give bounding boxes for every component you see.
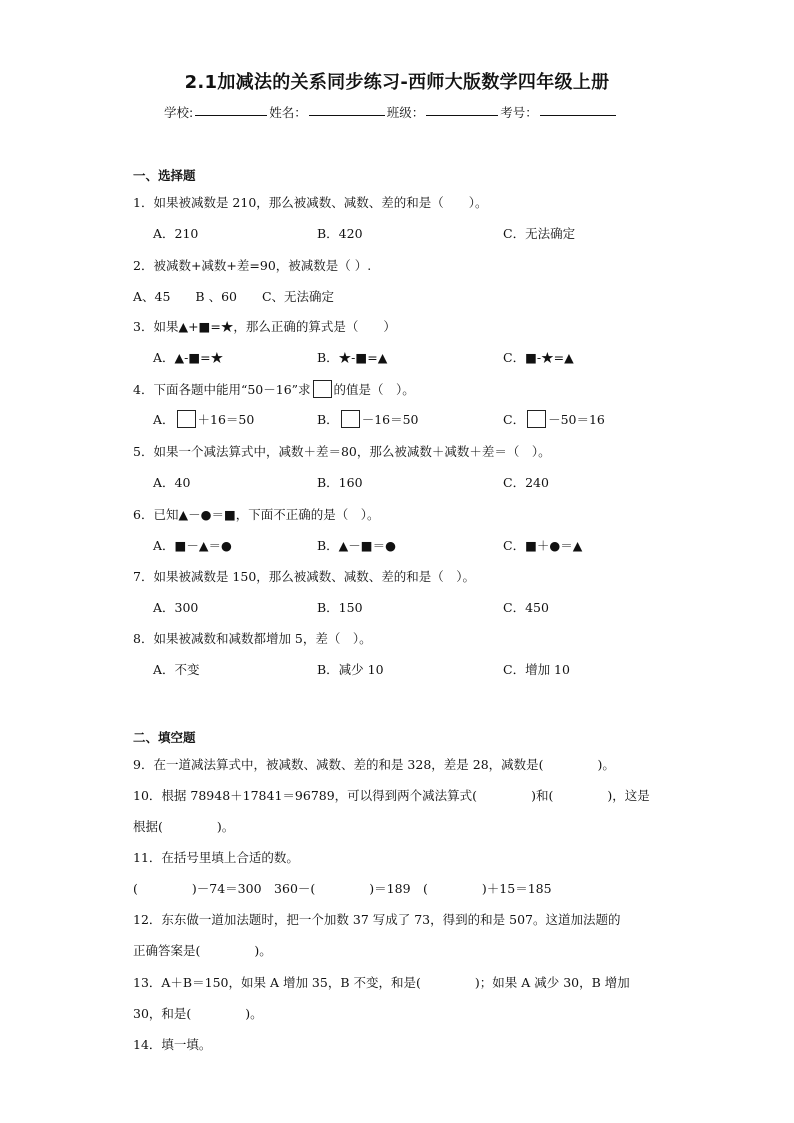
- square-box-icon: [313, 380, 332, 398]
- question-6: 6．已知▲－●＝■，下面不正确的是（ ）。: [133, 507, 380, 522]
- exam-no-label: 考号：: [500, 105, 538, 120]
- option-a[interactable]: A．■－▲＝●: [153, 538, 232, 553]
- question-12-end: )。: [254, 943, 272, 958]
- square-box-icon: [341, 410, 360, 428]
- question-10-text: 10．根据 78948＋17841＝96789，可以得到两个减法算式(: [133, 788, 478, 803]
- option-b-label: B．: [317, 412, 339, 427]
- school-blank[interactable]: [195, 103, 267, 116]
- eq-part-3: )＝189 (: [369, 881, 428, 896]
- option-c[interactable]: C．增加 10: [503, 662, 570, 677]
- question-14: 14．填一填。: [133, 1037, 212, 1052]
- class-label: 班级：: [386, 105, 425, 120]
- question-9-end: )。: [597, 757, 615, 772]
- page-title: 2.1加减法的关系同步练习-西师大版数学四年级上册: [184, 72, 610, 93]
- question-7: 7．如果被减数是 150，那么被减数、减数、差的和是（ ）。: [133, 569, 476, 584]
- student-info-row: [164, 103, 618, 121]
- school-label: 学校:: [164, 105, 194, 120]
- option-b[interactable]: B．减少 10: [317, 662, 384, 677]
- option-a[interactable]: A．40: [153, 475, 191, 490]
- option-c[interactable]: C．无法确定: [503, 226, 576, 241]
- question-4-text-a: 4．下面各题中能用“50－16”求: [133, 382, 311, 397]
- question-10-mid: )和(: [531, 788, 554, 803]
- option-c[interactable]: [503, 410, 605, 428]
- option-c[interactable]: C．240: [503, 475, 549, 490]
- question-2: 2．被减数+减数+差=90，被减数是（ ）.: [133, 258, 372, 273]
- question-11: 11．在括号里填上合适的数。: [133, 850, 299, 865]
- option-a[interactable]: A．300: [153, 600, 199, 615]
- question-4: [133, 380, 415, 398]
- question-1: 1．如果被减数是 210，那么被减数、减数、差的和是（ ）。: [133, 195, 488, 210]
- question-13-line-2: [133, 1004, 263, 1022]
- eq-part-2: )－74＝300 360－(: [191, 881, 316, 896]
- question-2-options[interactable]: A、45 B 、60 C、无法确定: [133, 289, 335, 304]
- name-blank[interactable]: [309, 103, 385, 116]
- exam-no-blank[interactable]: [540, 103, 616, 116]
- question-11-equations: [133, 879, 552, 897]
- question-5: 5．如果一个减法算式中，减数＋差＝80，那么被减数＋减数＋差＝（ ）。: [133, 444, 551, 459]
- section-choice-heading: 一、选择题: [133, 168, 196, 183]
- option-c[interactable]: C．■-★=▲: [503, 350, 574, 365]
- option-b[interactable]: B．420: [317, 226, 363, 241]
- eq-part-4: )＋15＝185: [481, 881, 552, 896]
- option-a[interactable]: A．不变: [153, 662, 200, 677]
- question-8: 8．如果被减数和减数都增加 5，差（ ）。: [133, 631, 372, 646]
- option-b[interactable]: B．▲－■＝●: [317, 538, 397, 553]
- option-b[interactable]: B．150: [317, 600, 363, 615]
- option-c-expr: －50＝16: [548, 412, 605, 427]
- question-10-line-1: [133, 786, 650, 804]
- question-3: 3．如果▲+■=★，那么正确的算式是（ ）: [133, 319, 396, 334]
- question-12-line-1: 12．东东做一道加法题时，把一个加数 37 写成了 73，得到的和是 507。这道加法题的: [133, 912, 621, 927]
- question-13-mid: )；如果 A 减少 30，B 增加: [474, 975, 630, 990]
- option-c-label: C．: [503, 412, 526, 427]
- question-13-end: )。: [245, 1006, 263, 1021]
- option-a[interactable]: [153, 410, 254, 428]
- question-13-text-2: 30，和是(: [133, 1006, 192, 1021]
- section-fill-heading: 二、填空题: [133, 730, 196, 745]
- question-9-text: 9．在一道减法算式中，被减数、减数、差的和是 328，差是 28，减数是(: [133, 757, 544, 772]
- option-c[interactable]: C．450: [503, 600, 549, 615]
- question-12-text: 正确答案是(: [133, 943, 201, 958]
- question-13-text: 13．A＋B＝150，如果 A 增加 35，B 不变，和是(: [133, 975, 421, 990]
- class-blank[interactable]: [426, 103, 498, 116]
- option-c[interactable]: C．■＋●＝▲: [503, 538, 583, 553]
- option-a[interactable]: A．▲-■=★: [153, 350, 224, 365]
- question-10-text-2: 根据(: [133, 819, 163, 834]
- eq-part-1: (: [133, 881, 138, 896]
- name-label: 姓名：: [269, 105, 307, 120]
- question-10-line-2: [133, 817, 234, 835]
- square-box-icon: [177, 410, 196, 428]
- question-9: [133, 755, 615, 773]
- question-10-end: )，这是: [607, 788, 650, 803]
- question-13-line-1: [133, 973, 630, 991]
- option-a-expr: ＋16＝50: [197, 412, 255, 427]
- option-a[interactable]: A．210: [153, 226, 199, 241]
- option-a-label: A．: [153, 412, 175, 427]
- option-b-expr: －16＝50: [361, 412, 419, 427]
- question-12-line-2: [133, 941, 272, 959]
- option-b[interactable]: B．160: [317, 475, 363, 490]
- option-b[interactable]: [317, 410, 419, 428]
- question-4-text-b: 的值是（ ）。: [333, 382, 415, 397]
- question-10-end-2: )。: [216, 819, 235, 834]
- option-b[interactable]: B．★-■=▲: [317, 350, 388, 365]
- square-box-icon: [527, 410, 546, 428]
